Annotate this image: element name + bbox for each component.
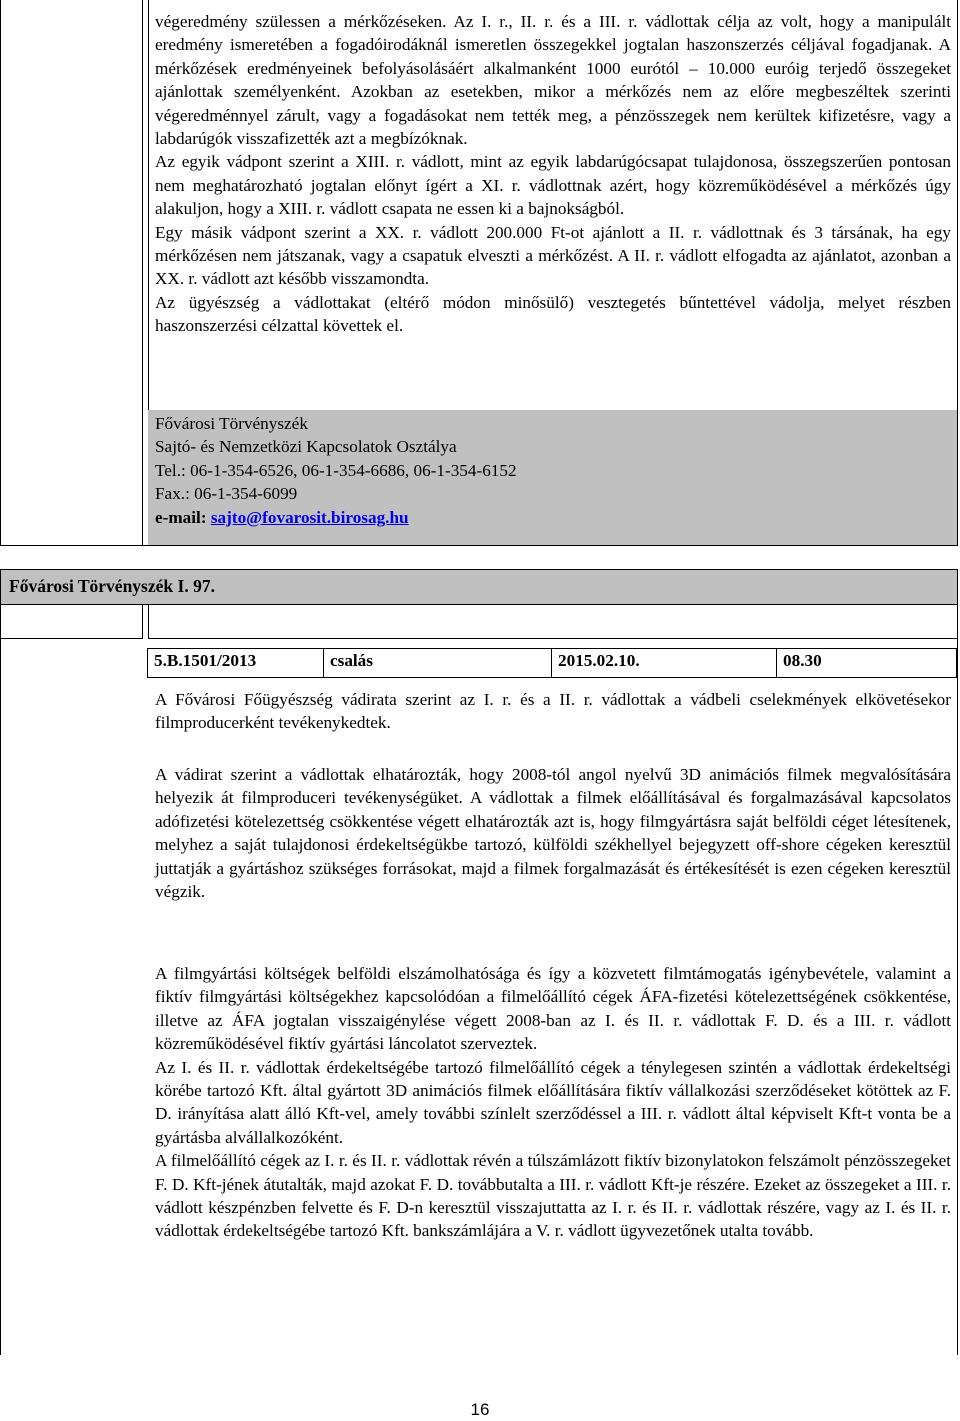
top-paragraph-4: Az ügyészség a vádlottakat (eltérő módon minősülő) vesztegetés bűntettével vádolja, melyet részben haszonszerzési célzattal követtek el. xyxy=(155,292,951,336)
case-paragraph-3: A filmgyártási költségek belföldi elszámolhatósága és így a közvetett filmtámogatás igénybevétele, valamint a fiktív filmgyártási költségekhez kapcsolódóan a filmelőállító cégek ÁFA-fizetési kötelezettségének csökkentése, illetve az ÁFA jogtalan visszaigénylése végett 2008-ban az I. és II. r. vádlottak F. D. és a III. r. vádlott közreműködésével fiktív gyártási láncolatot szerveztek. xyxy=(155,964,951,1054)
contact-tel: Tel.: 06-1-354-6526, 06-1-354-6686, 06-1-354-6152 xyxy=(155,460,517,480)
page-number: 16 xyxy=(470,1400,490,1419)
contact-org: Fővárosi Törvényszék xyxy=(155,414,308,433)
top-paragraph-2: Az egyik vádpont szerint a XIII. r. vádlott, mint az egyik labdarúgócsapat tulajdonosa, összegszerűen pontosan nem meghatározható jogtalan előnyt ígért a XI. r. vádlottnak azért, hogy közreműködésével a mérkőzés úgy alakuljon, hogy a XIII. r. vádlott csapata ne essen ki a bajnokságból. xyxy=(155,152,951,219)
case-paragraph-1: A Fővárosi Főügyészség vádirata szerint az I. r. és a II. r. vádlottak a vádbeli cselekmények elkövetésekor filmproducerként tevékenykedtek. xyxy=(155,690,951,733)
lower-table-top-right-cell xyxy=(148,605,957,639)
case-number: 5.B.1501/2013 xyxy=(148,649,324,677)
case-paragraph-2: A vádirat szerint a vádlottak elhatározták, hogy 2008-tól angol nyelvű 3D animációs filmek megvalósítására helyezik át filmproduceri tevékenységüket. A vádlottak a filmek előállításával és forgalmazásával kapcsolatos adófizetési kötelezettség csökkentése végett elhatározták azt is, hogy filmgyártásra saját belföldi céget létesítenek, melyhez a saját tulajdonosi érdekeltségükbe tartozó, külföldi székhellyel bejegyzett off-shore cégeken keresztül juttatják a gyártáshoz szükséges forrásokat, majd a filmek forgalmazását és értékesítését is ezen cégeken keresztül végzik. xyxy=(155,765,951,902)
case-text-block-1 xyxy=(155,688,951,735)
contact-email-row xyxy=(155,506,945,529)
case-paragraph-4: Az I. és II. r. vádlottak érdekeltségébe tartozó filmelőállító cégek a ténylegesen szintén a vádlottak érdekeltségi körébe tartozó Kft. által gyártott 3D animációs filmek előállítására fiktív vállalkozási szerződéseket kötöttek az F. D. irányítása alatt álló Kft-vel, amely további színlelt szerződéssel a III. r. vádlott által képviselt Kft-t vonta be a gyártásba alvállalkozóként. xyxy=(155,1057,951,1147)
case-date: 2015.02.10. xyxy=(552,649,777,677)
lower-table-top-left-cell xyxy=(1,605,143,639)
section-heading-bar xyxy=(0,569,958,605)
contact-email-label: e-mail: xyxy=(155,507,211,527)
upper-table-left-cell xyxy=(1,0,143,545)
top-paragraph-3: Egy másik vádpont szerint a XX. r. vádlott 200.000 Ft-ot ajánlott a II. r. vádlottnak és 3 társának, ha egy mérkőzésen nem játszanak, vagy a csapatuk elveszti a mérkőzést. A II. r. vádlott elfogadta az ajánlatot, azonban a XX. r. vádlott azt később visszamondta. xyxy=(155,222,951,289)
contact-dept: Sajtó- és Nemzetközi Kapcsolatok Osztálya xyxy=(155,437,457,457)
case-info-row xyxy=(147,648,957,678)
top-paragraph-1: végeredmény szülessen a mérkőzéseken. Az I. r., II. r. és a III. r. vádlottak célja az volt, hogy a manipulált eredmény ismeretében a fogadóirodáknál ismeretlen összegekkel jogtalan haszonszerzés céljával fogadjanak. A mérkőzések eredményeinek befolyásolásáért alkalmanként 1000 eurótól – 10.000 euróig terjedő összegeket ajánlottak személyenként. Azokban az esetekben, mikor a mérkőzés nem az előre megbeszéltek szerinti végeredménnyel zárult, vagy a fogadásokat nem tették meg, a pénzösszegek nem kerültek kifizetésre, vagy a labdarúgók visszafizették azt a megbízóknak. xyxy=(155,12,951,149)
contact-fax: Fax.: 06-1-354-6099 xyxy=(155,484,298,504)
case-text-block-3 xyxy=(155,962,951,1243)
section-title: Fővárosi Törvényszék I. 97. xyxy=(9,576,215,596)
contact-email-link[interactable]: sajto@fovarosit.birosag.hu xyxy=(210,507,409,527)
case-time: 08.30 xyxy=(783,651,822,670)
case-text-block-2 xyxy=(155,763,951,903)
case-paragraph-5: A filmelőállító cégek az I. r. és II. r. vádlottak révén a túlszámlázott fiktív bizonylatokon felszámolt pénzösszegeket F. D. Kft-jének átutalták, majd azokat F. D. továbbutalta a III. r. vádlott Kft-je részére. Ezeket az összegeket a III. r. vádlott készpénzben felvette és F. D-n keresztül visszajuttatta az I. r. és II. r. vádlottak részére, vagy az I. és II. r. vádlottak érdekeltségébe tartozó Kft. bankszámlájára a V. r. vádlott ügyvezetőnek utalta tovább. xyxy=(155,1151,951,1241)
case-type: csalás xyxy=(324,649,552,677)
top-text-block xyxy=(155,10,951,338)
contact-block xyxy=(155,412,945,529)
